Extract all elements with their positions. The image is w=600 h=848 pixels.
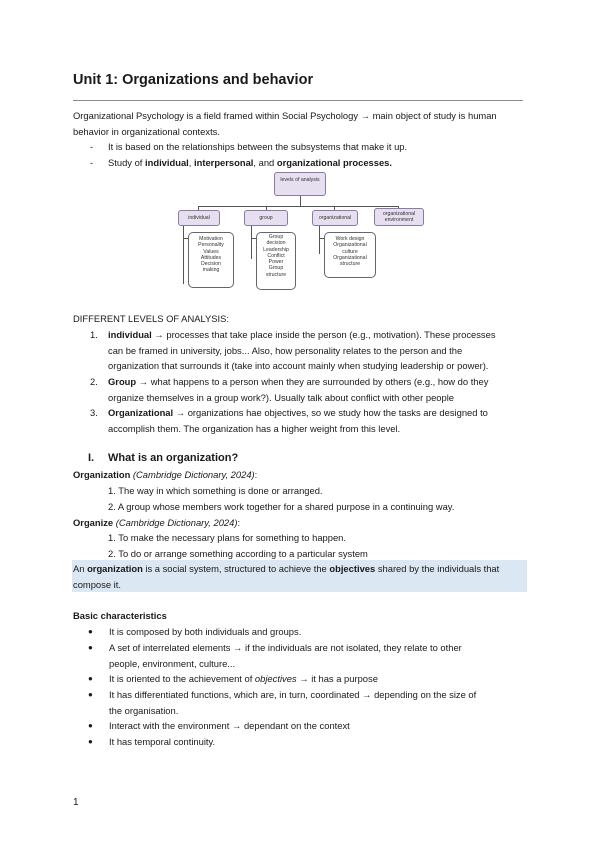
- text-line: can be framed in university, jobs... Also, how personality relates to the person and the: [108, 344, 463, 356]
- text-span: is a social system, structured to achieve the: [142, 563, 330, 574]
- dash-marker: -: [90, 157, 94, 168]
- diagram-list-item: Work design: [335, 236, 365, 242]
- text-span: → what happens to a person when they are surrounded by others (e.g., how do they: [136, 376, 489, 387]
- diagram-list-group: [256, 232, 296, 290]
- diagram-node-individual: individual: [178, 210, 220, 226]
- diagram-list-item: structure: [339, 261, 361, 268]
- bullet-icon: ●: [88, 674, 93, 683]
- diagram-list-organizational: [324, 232, 376, 278]
- citation: (Cambridge Dictionary, 2024): [132, 469, 255, 480]
- bold-span: interpersonal: [194, 157, 254, 168]
- text-line: compose it.: [73, 578, 121, 590]
- text-line: It has differentiated functions, which are, in turn, coordinated → depending on the size of: [109, 689, 477, 700]
- text-span: ,: [188, 157, 194, 168]
- dash-marker: -: [90, 141, 94, 152]
- diagram-list-item: Group: [268, 265, 284, 272]
- citation: (Cambridge Dictionary, 2024): [115, 517, 238, 528]
- text-line: A set of interrelated elements → if the individuals are not isolated, they relate to other: [109, 642, 462, 653]
- diagram-list-item: Motivation: [199, 236, 223, 242]
- text-span: Study of: [108, 157, 146, 168]
- definition-organization-term: [73, 467, 257, 483]
- definition-item: 2. A group whose members work together for a shared purpose in a continuing way.: [108, 501, 455, 512]
- bold-span: individual: [145, 157, 189, 168]
- diagram-list-item: Attitudes: [200, 254, 222, 261]
- diagram-list-item: Group: [268, 234, 284, 240]
- section-title: What is an organization?: [108, 452, 239, 464]
- bullet-icon: ●: [88, 627, 93, 636]
- diagram-list-item: Values: [203, 248, 219, 255]
- diagram-list-item: Decision: [201, 261, 221, 268]
- text-span: shared by the individuals that: [375, 563, 500, 574]
- bold-span: Organization: [73, 469, 131, 480]
- definition-organize-term: [73, 515, 240, 531]
- text-span: → it has a purpose: [296, 673, 378, 684]
- text-span: :: [254, 469, 258, 480]
- text-line: accomplish them. The organization has a higher weight from this level.: [108, 422, 401, 434]
- definition-item: 2. To do or arrange something according to a particular system: [108, 548, 368, 559]
- diagram-list-item: structure: [265, 271, 287, 278]
- list-number: 1.: [90, 329, 98, 340]
- text-line: Interact with the environment → dependant on the context: [109, 720, 350, 731]
- bold-span: objectives: [329, 563, 376, 574]
- intro-paragraph: [73, 108, 528, 139]
- bullet-icon: ●: [88, 643, 93, 652]
- text-span: An: [73, 563, 88, 574]
- diagram-list-item: making: [202, 267, 220, 274]
- levels-of-analysis-diagram: [178, 172, 426, 298]
- text-line: organize themselves in a group work?). Usually talk about conflict with other people: [108, 391, 455, 403]
- diagram-list-item: Organizational: [333, 254, 367, 261]
- diagram-node-group: group: [244, 210, 288, 226]
- bold-span: organization: [87, 563, 143, 574]
- diagram-list-item: culture: [342, 248, 358, 255]
- diagram-list-individual: [188, 232, 234, 288]
- level-text: [108, 327, 522, 374]
- text-line: It is composed by both individuals and groups.: [109, 626, 302, 637]
- text-line: the organisation.: [109, 704, 179, 716]
- section-numeral: I.: [88, 452, 95, 464]
- list-number: 3.: [90, 407, 98, 418]
- dash-text: [108, 155, 518, 171]
- bold-span: individual: [108, 329, 152, 340]
- bullet-icon: ●: [88, 690, 93, 699]
- text-span: :: [237, 517, 241, 528]
- levels-heading: DIFFERENT LEVELS OF ANALYSIS:: [73, 313, 229, 324]
- diagram-list-item: Leadership: [263, 246, 289, 253]
- diagram-list-item: decision: [266, 240, 286, 247]
- text-line: people, environment, culture...: [109, 657, 236, 669]
- diagram-node-environment: organizational environment: [374, 208, 424, 226]
- bold-span: organizational processes.: [276, 157, 393, 168]
- bullet-icon: ●: [88, 721, 93, 730]
- basic-characteristics-heading: Basic characteristics: [73, 610, 167, 621]
- intro-line-2: behavior in organizational contexts.: [73, 125, 220, 137]
- diagram-list-item: Personality: [198, 242, 224, 249]
- text-span: → organizations hae objectives, so we study how the tasks are designed to: [173, 407, 488, 418]
- diagram-node-organizational: organizational: [312, 210, 358, 226]
- text-span: → processes that take place inside the person (e.g., motivation). These processes: [151, 329, 496, 340]
- bold-span: Group: [108, 376, 137, 387]
- bullet-icon: ●: [88, 737, 93, 746]
- dash-text: It is based on the relationships between the subsystems that make it up.: [108, 141, 408, 152]
- text-line: organization that surrounds it (take into account mainly when studying leadership or power).: [108, 360, 489, 372]
- diagram-list-item: Organizational: [333, 242, 367, 249]
- definition-item: 1. The way in which something is done or arranged.: [108, 485, 323, 496]
- text-span: It is oriented to the achievement of: [109, 673, 255, 684]
- definition-item: 1. To make the necessary plans for something to happen.: [108, 532, 346, 543]
- text-span: , and: [253, 157, 277, 168]
- italic-span: objectives: [254, 673, 297, 684]
- level-text: [108, 374, 522, 405]
- diagram-list-item: Power: [268, 259, 284, 266]
- page-title: Unit 1: Organizations and behavior: [73, 72, 314, 88]
- diagram-list-item: Conflict: [267, 252, 285, 259]
- level-text: [108, 405, 522, 436]
- list-number: 2.: [90, 376, 98, 387]
- title-divider: [73, 100, 523, 101]
- intro-line-1: Organizational Psychology is a field framed within Social Psychology → main object of study is human: [73, 110, 497, 121]
- highlighted-definition: [73, 561, 528, 592]
- bold-span: Organizational: [108, 407, 174, 418]
- bold-span: Organize: [73, 517, 114, 528]
- page-number: 1: [73, 797, 79, 808]
- text-line: It has temporal continuity.: [109, 736, 216, 747]
- diagram-root-box: levels of analysis: [274, 172, 326, 196]
